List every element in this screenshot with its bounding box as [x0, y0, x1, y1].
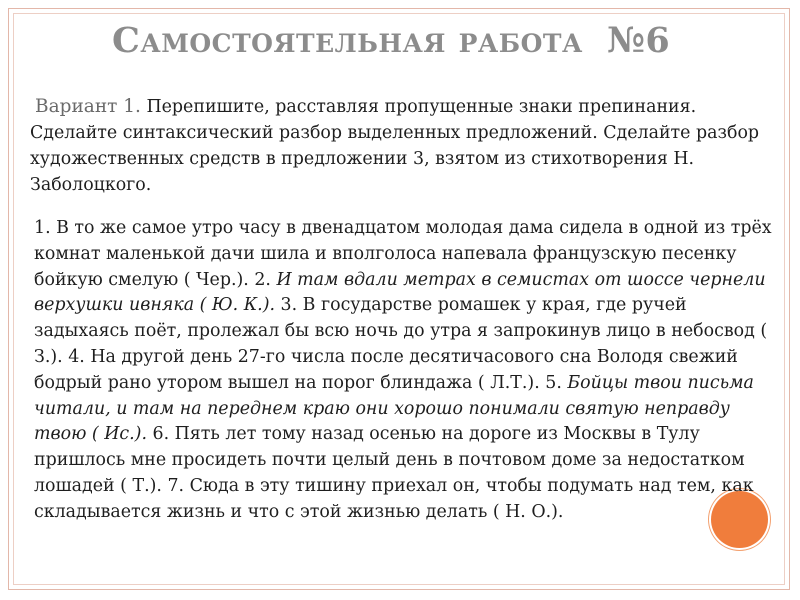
- slide-title-text: Самостоятельная работа: [112, 20, 583, 61]
- sentence-1: 1. В то же самое утро часу в двенадцатом молодая дама сидела в одной из трёх комнат маленькой дачи шила и вполголоса напевала французскую песенку бойкую смелую ( Чер.). 2.: [34, 218, 772, 290]
- sentences-6-7: 6. Пять лет тому назад осенью на дороге из Москвы в Тулу пришлось мне просидеть почти целый день в почтовом доме за недостатком лошадей ( Т.). 7. Сюда в эту тишину приехал он, чтобы подумать над тем, как складывается жизнь и что с этой жизнью делать ( Н. О.).: [34, 424, 754, 522]
- exercise-text: [34, 216, 774, 526]
- task-instructions: [30, 94, 776, 198]
- sentences-3-5: 3. В государстве ромашек у края, где ручей задыхаясь поёт, пролежал бы всю ночь до утра я запрокинув лицо в небосвод ( З.). 4. На другой день 27-го числа после десятичасового сна Володя свежий бодрый рано утором вышел на порог блиндажа ( Л.Т.). 5.: [34, 295, 768, 393]
- variant-label: Вариант 1.: [35, 96, 141, 117]
- sentence-5-highlighted: Бойцы твои письма читали, и там на переднем краю они хорошо понимали святую неправду твою ( Ис.).: [34, 372, 754, 445]
- slide-title-number: №6: [606, 20, 671, 61]
- slide-title: [112, 20, 670, 61]
- sentence-2-highlighted: И там вдали метрах в семистах от шоссе чернели верхушки ивняка ( Ю. К.).: [34, 269, 766, 316]
- instruction-text: Перепишите, расставляя пропущенные знаки препинания. Сделайте синтаксический разбор выделенных предложений. Сделайте разбор художественных средств в предложении 3, взятом из стихотворения Н. Заболоцкого.: [30, 97, 760, 195]
